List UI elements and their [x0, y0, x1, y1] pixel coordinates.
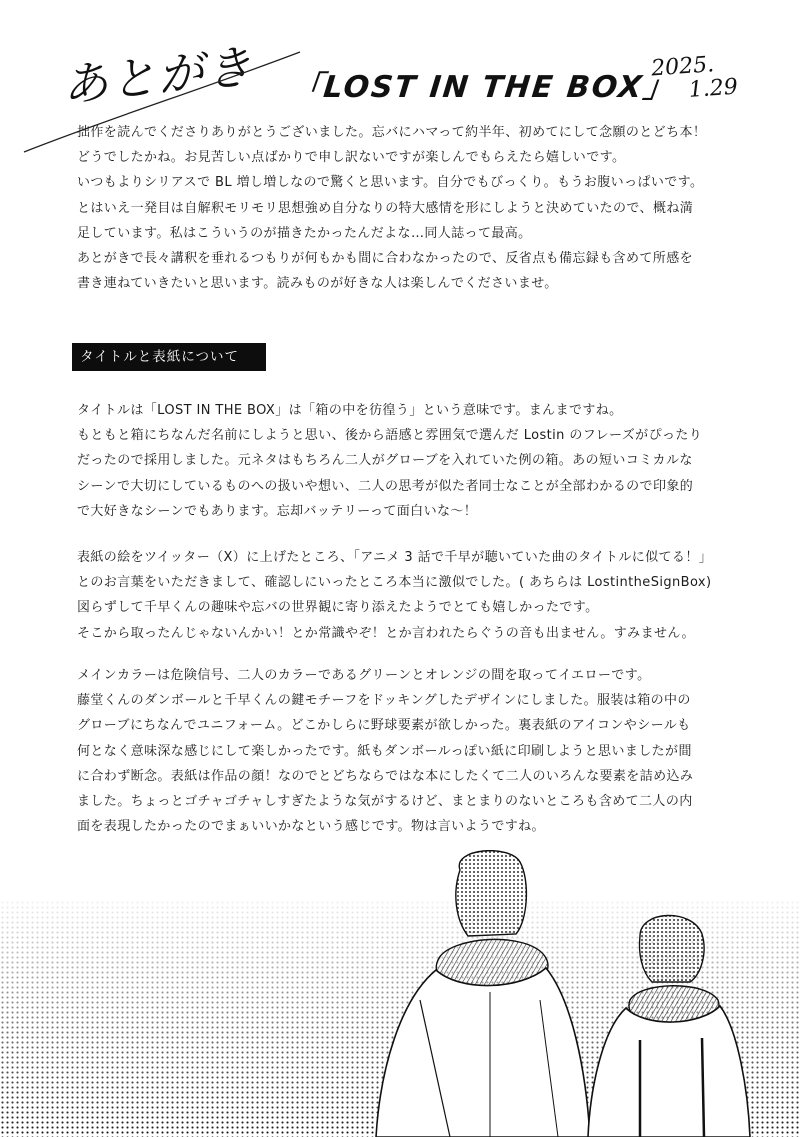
text-line: 藤堂くんのダンボールと千早くんの鍵モチーフをドッキングしたデザインにしました。服装は箱の中の	[77, 693, 691, 709]
short-figure	[588, 915, 750, 1137]
text-line: そこから取ったんじゃないんかい！とか常識やぞ！とか言われたらぐうの音も出ません。すみません。	[77, 625, 695, 641]
text-line: 図らずして千早くんの趣味や忘バの世界観に寄り添えたようでとても嬉しかったです。	[77, 600, 599, 616]
text-line: メインカラーは危険信号、二人のカラーであるグリーンとオレンジの間を取ってイエローです。	[77, 668, 651, 683]
title-paragraph	[77, 398, 737, 524]
tall-figure-hair	[456, 851, 527, 936]
book-title: 「LOST IN THE BOX」	[289, 70, 678, 105]
text-line: 表紙の絵をツイッター（X）に上げたところ、「アニメ 3 話で千早が聴いていた曲のタイトルに似てる！」	[77, 550, 713, 565]
text-line: とはいえ一発目は自解釈モリモリ思想強め自分なりの特大感情を形にしようと決めていたので、概ね満	[77, 200, 694, 216]
date-year: 2025.	[650, 52, 715, 82]
text-line: もともと箱にちなんだ名前にしようと思い、後から語感と雰囲気で選んだ Lostin のフレーズがぴったり	[77, 428, 703, 444]
text-line: 面を表現したかったのでまぁいいかなという感じです。物は言いようですね。	[77, 819, 545, 835]
intro-paragraph	[77, 120, 737, 296]
text-line: どうでしたかね。お見苦しい点ばかりで申し訳ないですが楽しんでもらえたら嬉しいです。	[77, 150, 626, 166]
tall-figure-coat	[376, 968, 590, 1137]
text-line: あとがきで長々講釈を垂れるつもりが何もかも間に合わなかったので、反省点も備忘録も含めて所感を	[77, 251, 694, 267]
text-line: 拙作を読んでくださりありがとうございました。忘バにハマって約半年、初めてにして念願のとどち本！	[77, 125, 707, 140]
text-line: で大好きなシーンでもあります。忘却バッテリーって面白いな〜！	[77, 503, 478, 519]
short-figure-hair	[640, 915, 705, 982]
text-line: 足しています。私はこういうのが描きたかったんだよな…同人誌って最高。	[77, 225, 532, 241]
text-line: グローブにちなんでユニフォーム。どこかしらに野球要素が欲しかった。裏表紙のアイコンやシールも	[77, 718, 691, 734]
text-line: とのお言葉をいただきまして、確認しにいったところ本当に激似でした。( あちらは LostintheSignBox)	[77, 575, 712, 591]
text-line: 書き連ねていきたいと思います。読みものが好きな人は楽しんでくださいませ。	[77, 276, 558, 292]
text-line: シーンで大切にしているものへの扱いや想い、二人の思考が似た者同士なことが全部わかるので印象的	[77, 478, 694, 494]
two-characters-illustration	[340, 850, 760, 1137]
cover-paragraph	[77, 545, 737, 646]
text-line: 何となく意味深な感じにして楽しかったです。紙もダンボールっぽい紙に印刷しようと思いましたが間	[77, 743, 692, 759]
text-line: いつもよりシリアスで BL 増し増しなので驚くと思います。自分でもびっくり。もうお腹いっぱいです。	[77, 175, 704, 191]
tall-figure	[376, 851, 590, 1137]
date-day: 1.29	[687, 74, 739, 103]
color-paragraph	[77, 663, 737, 839]
afterword-handwritten-title: あとがき	[59, 39, 257, 113]
date-stamp	[650, 51, 753, 106]
text-line: ました。ちょっとゴチャゴチャしすぎたような気がするけど、まとまりのないところも含めて二人の内	[77, 794, 693, 810]
text-line: に合わず断念。表紙は作品の顔！なのでとどちならではな本にしたくて二人のいろんな要素を詰め込み	[77, 768, 694, 784]
short-figure-coat	[588, 1006, 750, 1137]
text-line: タイトルは「LOST IN THE BOX」は「箱の中を彷徨う」という意味です。まんまですね。	[77, 403, 623, 418]
section-heading: タイトルと表紙について	[72, 343, 266, 371]
text-line: だったので採用しました。元ネタはもちろん二人がグローブを入れていた例の箱。あの短いコミカルな	[77, 453, 693, 469]
